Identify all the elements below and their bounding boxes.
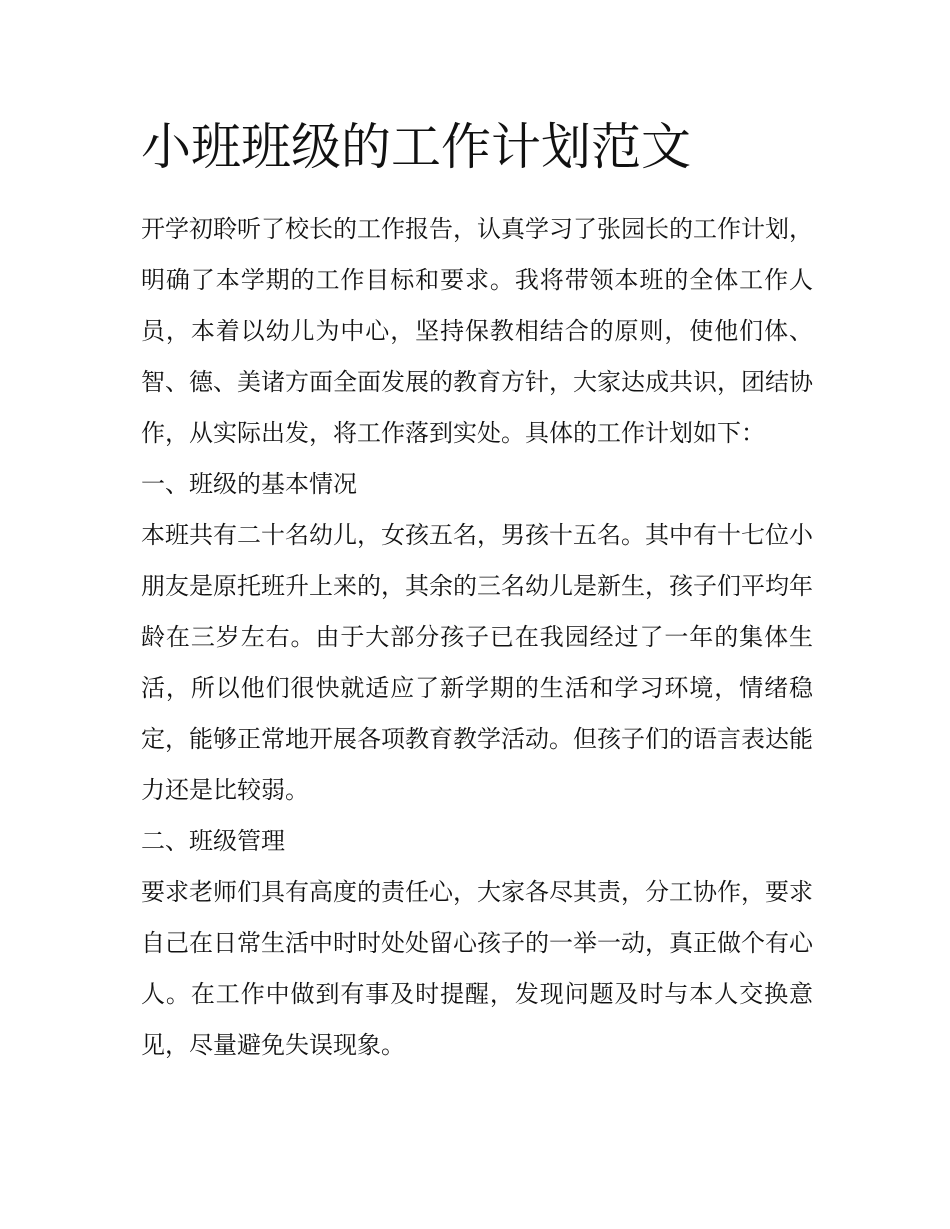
document-body <box>141 204 813 1071</box>
section-heading-basic-info: 一、班级的基本情况 <box>141 470 357 498</box>
document-page <box>141 112 813 1071</box>
intro-paragraph: 开学初聆听了校长的工作报告，认真学习了张园长的工作计划，明确了本学期的工作目标和要求。我将带领本班的全体工作人员，本着以幼儿为中心，坚持保教相结合的原则，使他们体、智、德、美诸方面全面发展的教育方针，大家达成共识，团结协作，从实际出发，将工作落到实处。具体的工作计划如下： <box>141 215 813 447</box>
section-paragraph-basic-info: 本班共有二十名幼儿，女孩五名，男孩十五名。其中有十七位小朋友是原托班升上来的，其余的三名幼儿是新生，孩子们平均年龄在三岁左右。由于大部分孩子已在我园经过了一年的集体生活，所以他们很快就适应了新学期的生活和学习环境，情绪稳定，能够正常地开展各项教育教学活动。但孩子们的语言表达能力还是比较弱。 <box>141 521 813 804</box>
document-title: 小班班级的工作计划范文 <box>141 118 691 176</box>
section-paragraph-class-management: 要求老师们具有高度的责任心，大家各尽其责，分工协作，要求自己在日常生活中时时处处留心孩子的一举一动，真正做个有心人。在工作中做到有事及时提醒，发现问题及时与本人交换意见，尽量避免失误现象。 <box>141 878 813 1059</box>
section-heading-class-management: 二、班级管理 <box>141 827 285 855</box>
